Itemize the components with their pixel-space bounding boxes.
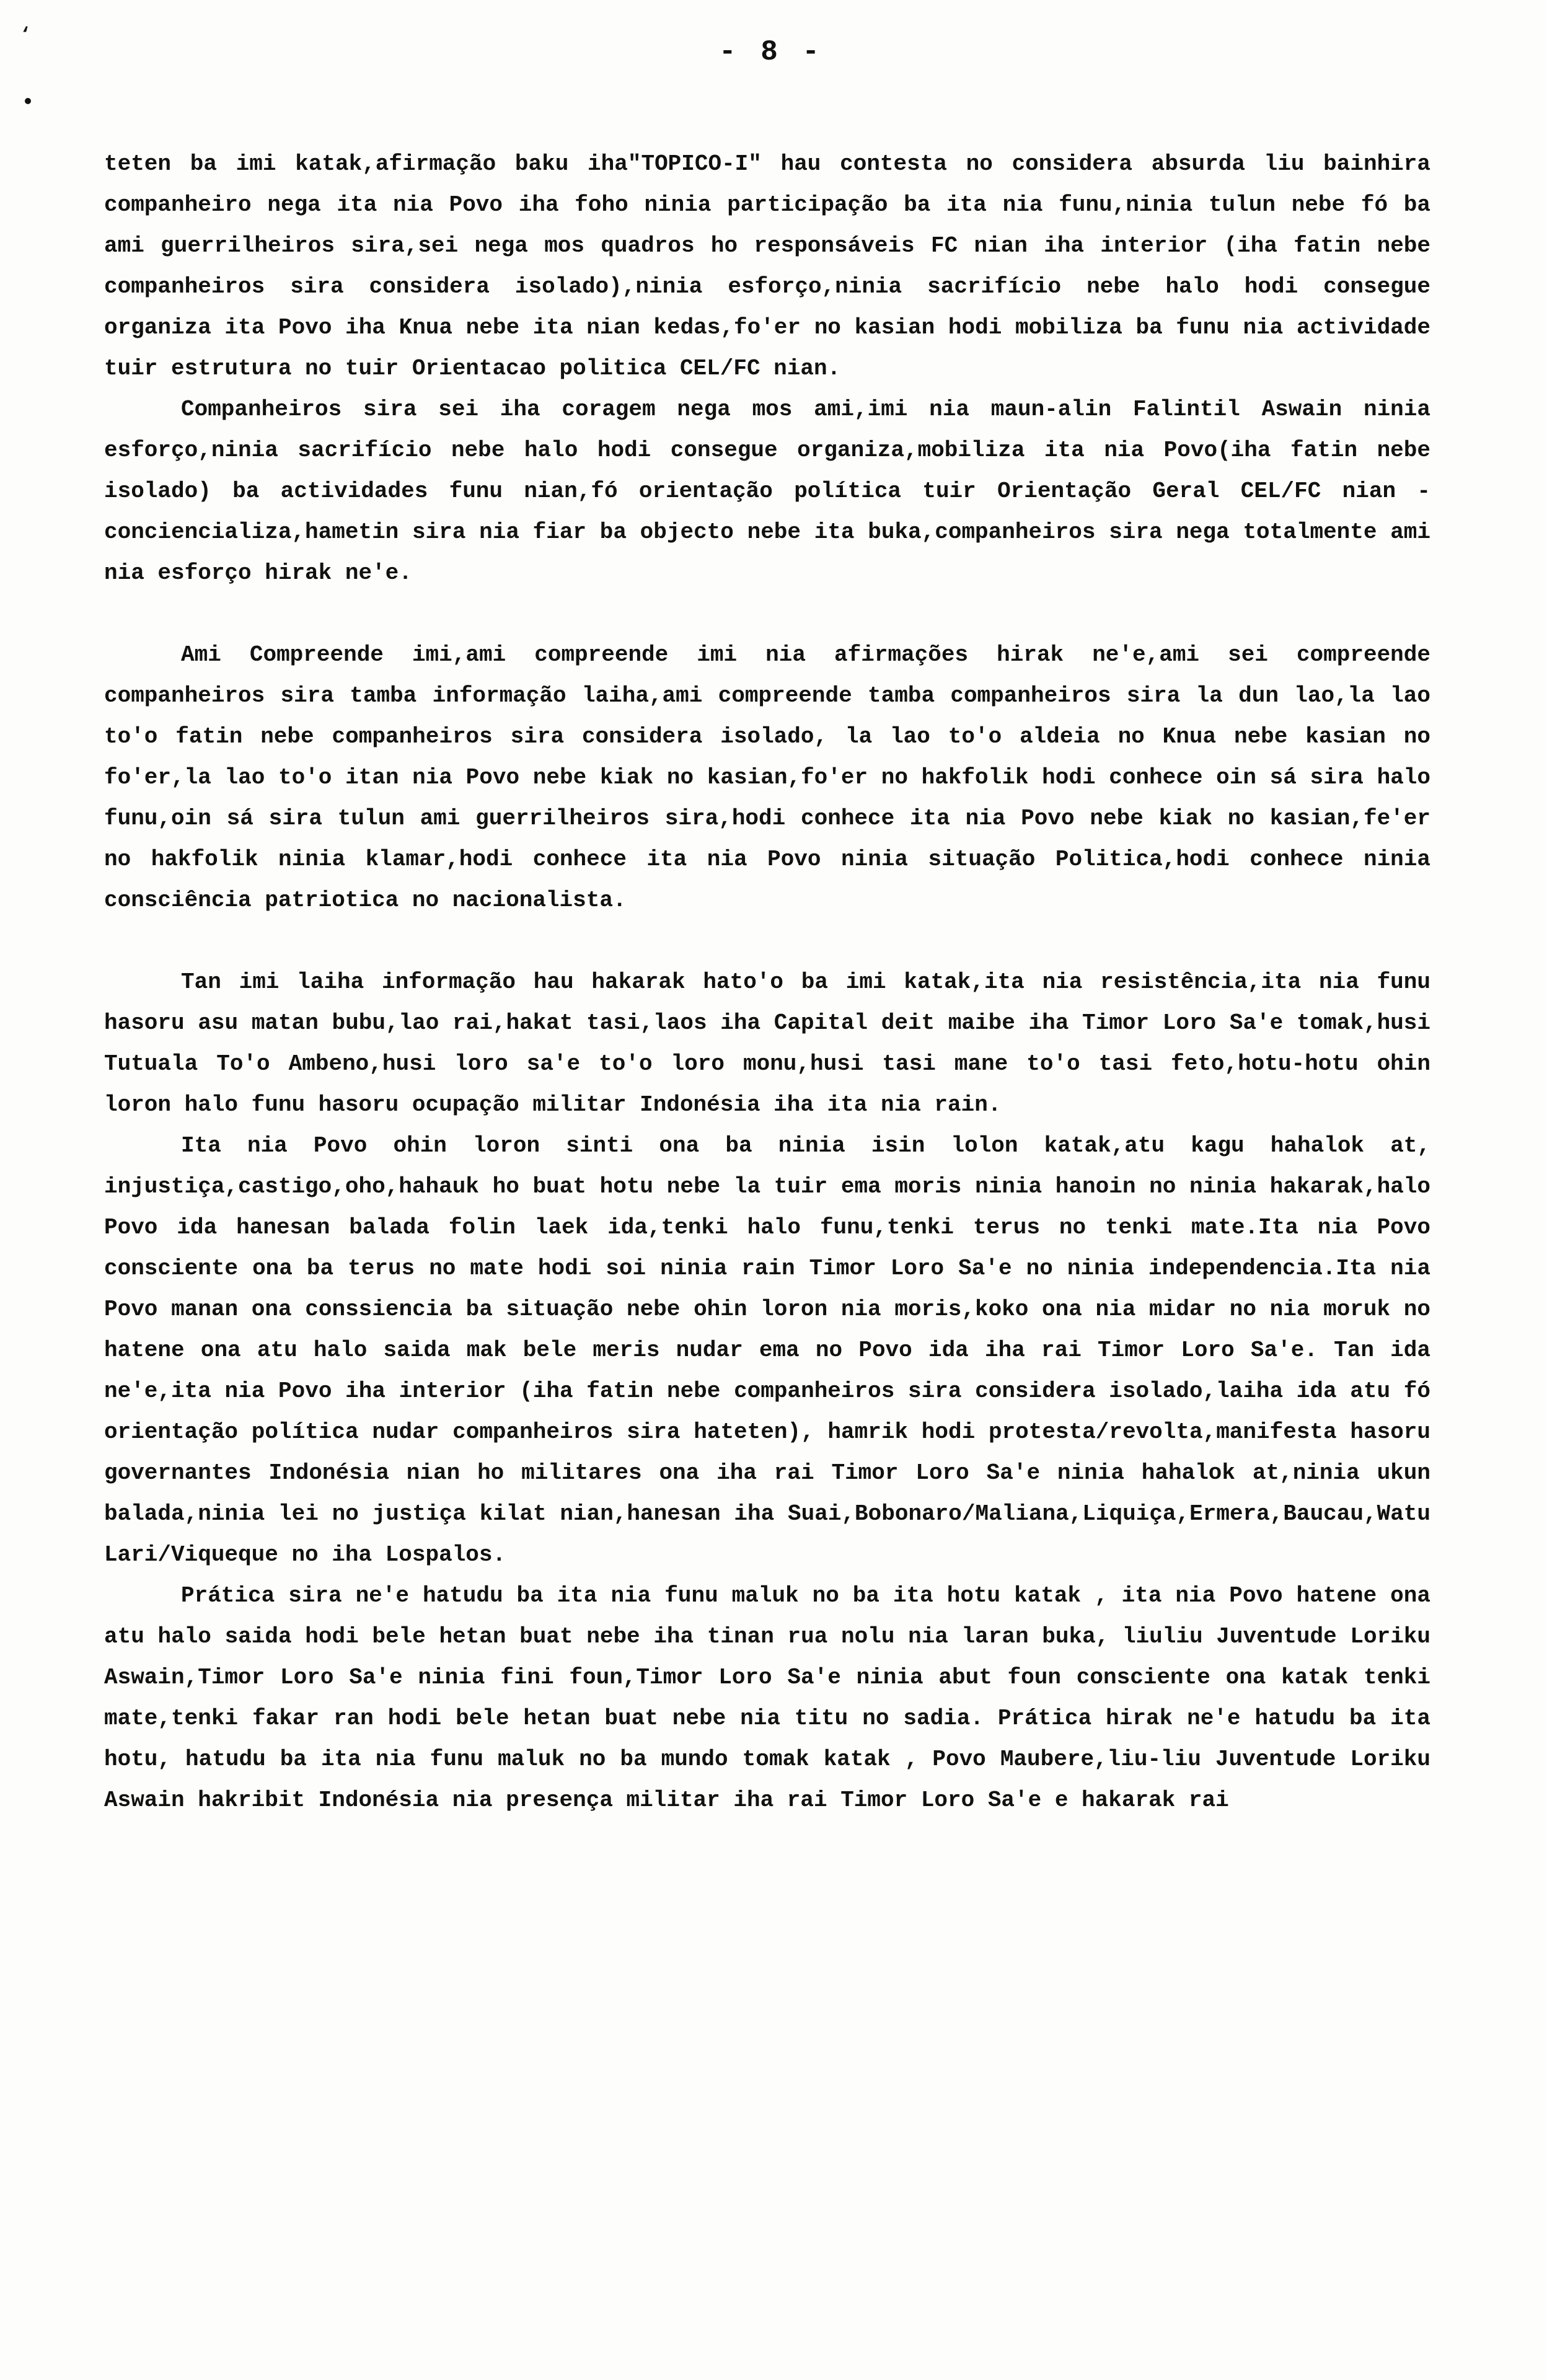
corner-tick-mark: ‘ xyxy=(20,25,32,46)
paragraph-3: Ami Compreende imi,ami compreende imi nia afirmações hirak ne'e,ami sei compreende companheiros sira tamba informação laiha,ami compreende tamba companheiros sira la dun lao,la lao to'o fatin nebe companheiros sira considera isolado, la lao to'o aldeia no Knua nebe kasian no fo'er,la lao to'o itan nia Povo nebe kiak no kasian,fo'er no hakfolik hodi conhece oin sá sira halo funu,oin sá sira tulun ami guerrilheiros sira,hodi conhece ita nia Povo nebe kiak no kasian,fe'er no hakfolik ninia klamar,hodi conhece ita nia Povo ninia situação Politica,hodi conhece ninia consciência patriotica no nacionalista. xyxy=(104,642,1430,913)
paragraph-1: teten ba imi katak,afirmação baku iha"TOPICO-I" hau contesta no considera absurda liu bainhira companheiro nega ita nia Povo iha foho ninia participação ba ita nia funu,ninia tulun nebe fó ba ami guerrilheiros sira,sei nega mos quadros ho responsáveis FC nian iha interior (iha fatin nebe companheiros sira considera isolado),ninia esforço,ninia sacrifício nebe halo hodi consegue organiza ita Povo iha Knua nebe ita nian kedas,fo'er no kasian hodi mobiliza ba funu nia actividade tuir estrutura no tuir Orientacao politica CEL/FC nian. xyxy=(104,151,1430,381)
typed-body-text xyxy=(104,144,1430,1821)
paragraph-5: Ita nia Povo ohin loron sinti ona ba ninia isin lolon katak,atu kagu hahalok at, injustiça,castigo,oho,hahauk ho buat hotu nebe la tuir ema moris ninia hanoin no ninia hakarak,halo Povo ida hanesan balada folin laek ida,tenki halo funu,tenki terus no tenki mate.Ita nia Povo consciente ona ba terus no mate hodi soi ninia rain Timor Loro Sa'e no ninia independencia.Ita nia Povo manan ona conssiencia ba situação nebe ohin loron nia moris,koko ona nia midar no nia moruk no hatene ona atu halo saida mak bele meris nudar ema no Povo ida iha rai Timor Loro Sa'e. Tan ida ne'e,ita nia Povo iha interior (iha fatin nebe companheiros sira considera isolado,laiha ida atu fó orientação política nudar companheiros sira hateten), hamrik hodi protesta/revolta,manifesta hasoru governantes Indonésia nian ho militares ona iha rai Timor Loro Sa'e ninia hahalok at,ninia ukun balada,ninia lei no justiça kilat nian,hanesan iha Suai,Bobonaro/Maliana,Liquiça,Ermera,Baucau,Watu Lari/Viqueque no iha Lospalos. xyxy=(104,1133,1430,1567)
paragraph-4: Tan imi laiha informação hau hakarak hato'o ba imi katak,ita nia resistência,ita nia funu hasoru asu matan bubu,lao rai,hakat tasi,laos iha Capital deit maibe iha Timor Loro Sa'e tomak,husi Tutuala To'o Ambeno,husi loro sa'e to'o loro monu,husi tasi mane to'o tasi feto,hotu-hotu ohin loron halo funu hasoru ocupação militar Indonésia iha ita nia rain. xyxy=(104,969,1430,1117)
paragraph-2: Companheiros sira sei iha coragem nega mos ami,imi nia maun-alin Falintil Aswain ninia esforço,ninia sacrifício nebe halo hodi consegue organiza,mobiliza ita nia Povo(iha fatin nebe isolado) ba actividades funu nian,fó orientação política tuir Orientação Geral CEL/FC nian - conciencializa,hametin sira nia fiar ba objecto nebe ita buka,companheiros sira nega totalmente ami nia esforço hirak ne'e. xyxy=(104,397,1430,586)
margin-dot xyxy=(25,98,31,104)
page-number: - 8 - xyxy=(719,36,824,68)
paragraph-6: Prática sira ne'e hatudu ba ita nia funu maluk no ba ita hotu katak , ita nia Povo hatene ona atu halo saida hodi bele hetan buat nebe iha tinan rua nolu nia laran buka, liuliu Juventude Loriku Aswain,Timor Loro Sa'e ninia fini foun,Timor Loro Sa'e ninia abut foun consciente ona katak tenki mate,tenki fakar ran hodi bele hetan buat nebe nia titu no sadia. Prática hirak ne'e hatudu ba ita hotu, hatudu ba ita nia funu maluk no ba mundo tomak katak , Povo Maubere,liu-liu Juventude Loriku Aswain hakribit Indonésia nia presença militar iha rai Timor Loro Sa'e e hakarak rai xyxy=(104,1583,1430,1813)
